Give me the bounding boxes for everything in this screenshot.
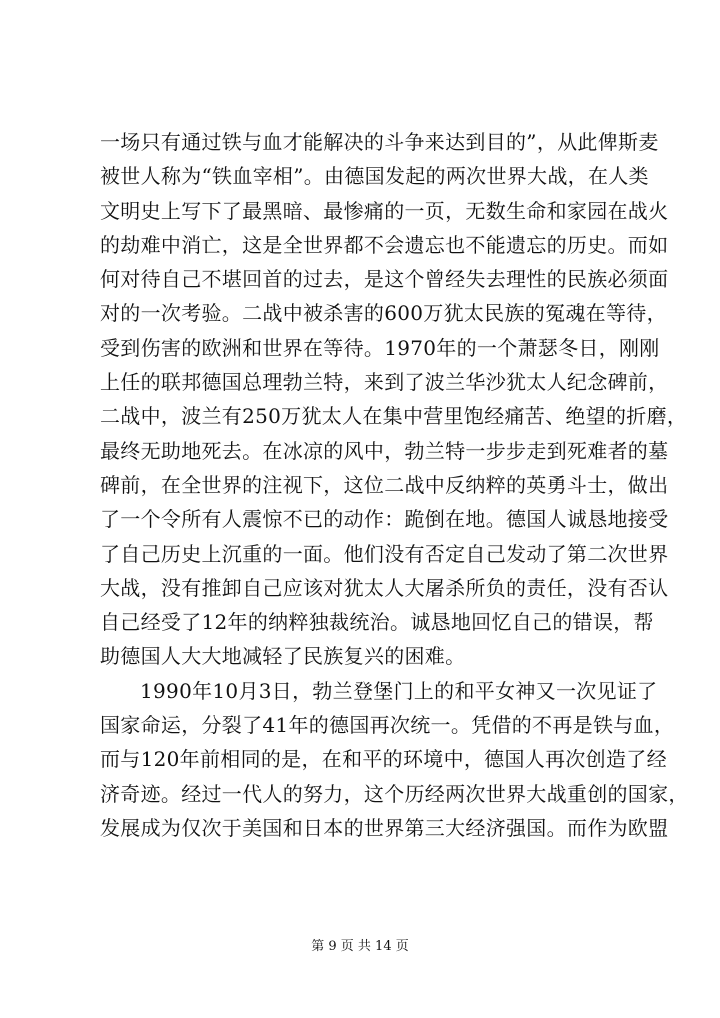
text-line: 国家命运，分裂了41年的德国再次统一。凭借的不再是铁与血，: [100, 713, 675, 738]
text-line: 一场只有通过铁与血才能解决的斗争来达到目的”，从此俾斯麦: [100, 130, 659, 154]
text-line: 最终无助地死去。在冰凉的风中，勃兰特一步步走到死难者的墓: [100, 438, 669, 463]
text-line: 对的一次考验。二战中被杀害的600万犹太民族的冤魂在等待，: [100, 301, 667, 326]
text-line: 了一个令所有人震惊不已的动作：跪倒在地。德国人诚恳地接受: [100, 507, 669, 532]
text-line: 碑前，在全世界的注视下，这位二战中反纳粹的英勇斗士，做出: [100, 472, 669, 497]
text-line: 了自己历史上沉重的一面。他们没有否定自己发动了第二次世界: [100, 541, 669, 566]
text-line: 受到伤害的欧洲和世界在等待。1970年的一个萧瑟冬日，刚刚: [100, 335, 660, 360]
paragraph-start-line: 1990年10月3日，勃兰登堡门上的和平女神又一次见证了: [140, 678, 658, 703]
text-line: 文明史上写下了最黑暗、最惨痛的一页，无数生命和家园在战火: [100, 198, 669, 223]
text-line: 而与120年前相同的是，在和平的环境中，德国人再次创造了经: [100, 747, 667, 772]
text-line: 发展成为仅次于美国和日本的世界第三大经济强国。而作为欧盟: [100, 815, 669, 840]
text-line: 大战，没有推卸自己应该对犹太人大屠杀所负的责任，没有否认: [100, 575, 669, 600]
text-line: 被世人称为“铁血宰相”。由德国发起的两次世界大战，在人类: [100, 164, 649, 189]
page-number-footer: 第 9 页 共 14 页: [311, 939, 409, 954]
body-text: [100, 125, 689, 845]
text-line: 二战中，波兰有250万犹太人在集中营里饱经痛苦、绝望的折磨，: [100, 404, 688, 429]
text-line: 自己经受了12年的纳粹独裁统治。诚恳地回忆自己的错误，帮: [100, 610, 654, 635]
text-line: 助德国人大大地减轻了民族复兴的困难。: [100, 644, 466, 669]
text-line: 济奇迹。经过一代人的努力，这个历经两次世界大战重创的国家，: [100, 781, 689, 806]
text-line: 的劫难中消亡，这是全世界都不会遗忘也不能遗忘的历史。而如: [100, 232, 669, 257]
text-line: 上任的联邦德国总理勃兰特，来到了波兰华沙犹太人纪念碑前，: [100, 370, 669, 395]
text-line: 何对待自己不堪回首的过去，是这个曾经失去理性的民族必须面: [100, 267, 669, 292]
